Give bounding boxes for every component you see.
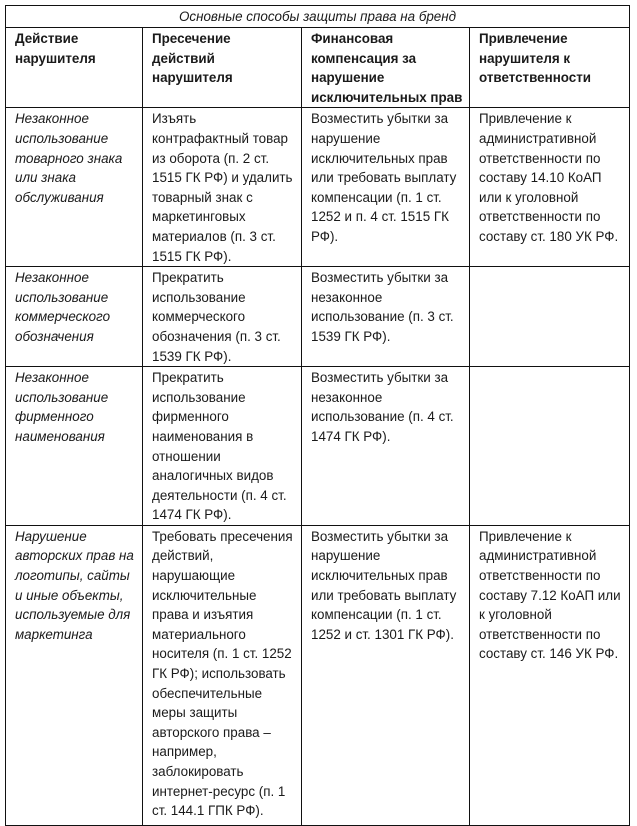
cell-compensation: Возместить убытки за нарушение исключительных прав или требовать выплату компенсации (п. 1 ст. 1252 и п. 4 ст. 1515 ГК РФ).	[302, 108, 470, 267]
cell-action: Незаконное использование товарного знака или знака обслуживания	[6, 108, 143, 267]
header-liability: Привлечение нарушителя к ответственности	[470, 28, 630, 108]
cell-compensation: Возместить убытки за незаконное использование (п. 4 ст. 1474 ГК РФ).	[302, 367, 470, 526]
header-suppression: Пресечение действий нарушителя	[143, 28, 302, 108]
cell-liability	[470, 367, 630, 526]
table-row	[6, 267, 630, 367]
header-compensation: Финансовая компенсация за нарушение исключительных прав	[302, 28, 470, 108]
header-action: Действие нарушителя	[6, 28, 143, 108]
cell-suppression: Требовать пресечения действий, нарушающие исключительные права и изъятия материального носителя (п. 1 ст. 1252 ГК РФ); использовать обеспечительные меры защиты авторского права – например, заблокировать интернет-ресурс (п. 1 ст. 144.1 ГПК РФ).	[143, 525, 302, 825]
cell-suppression: Прекратить использование коммерческого обозначения (п. 3 ст. 1539 ГК РФ).	[143, 267, 302, 367]
header-row	[6, 28, 630, 108]
cell-liability: Привлечение к административной ответственности по составу 7.12 КоАП или к уголовной ответственности по составу ст. 146 УК РФ.	[470, 525, 630, 825]
cell-suppression: Изъять контрафактный товар из оборота (п. 2 ст. 1515 ГК РФ) и удалить товарный знак с маркетинговых материалов (п. 3 ст. 1515 ГК РФ).	[143, 108, 302, 267]
cell-suppression: Прекратить использование фирменного наименования в отношении аналогичных видов деятельности (п. 4 ст. 1474 ГК РФ).	[143, 367, 302, 526]
table-title: Основные способы защиты права на бренд	[6, 6, 630, 28]
table-row	[6, 108, 630, 267]
cell-liability	[470, 267, 630, 367]
brand-protection-table	[5, 5, 630, 826]
cell-action: Незаконное использование коммерческого обозначения	[6, 267, 143, 367]
title-row	[6, 6, 630, 28]
table-row	[6, 367, 630, 526]
cell-liability: Привлечение к административной ответственности по составу 14.10 КоАП или к уголовной ответственности по составу ст. 180 УК РФ.	[470, 108, 630, 267]
table-row	[6, 525, 630, 825]
cell-action: Нарушение авторских прав на логотипы, сайты и иные объекты, используемые для маркетинга	[6, 525, 143, 825]
cell-action: Незаконное использование фирменного наименования	[6, 367, 143, 526]
cell-compensation: Возместить убытки за нарушение исключительных прав или требовать выплату компенсации (п. 1 ст. 1252 и ст. 1301 ГК РФ).	[302, 525, 470, 825]
cell-compensation: Возместить убытки за незаконное использование (п. 3 ст. 1539 ГК РФ).	[302, 267, 470, 367]
